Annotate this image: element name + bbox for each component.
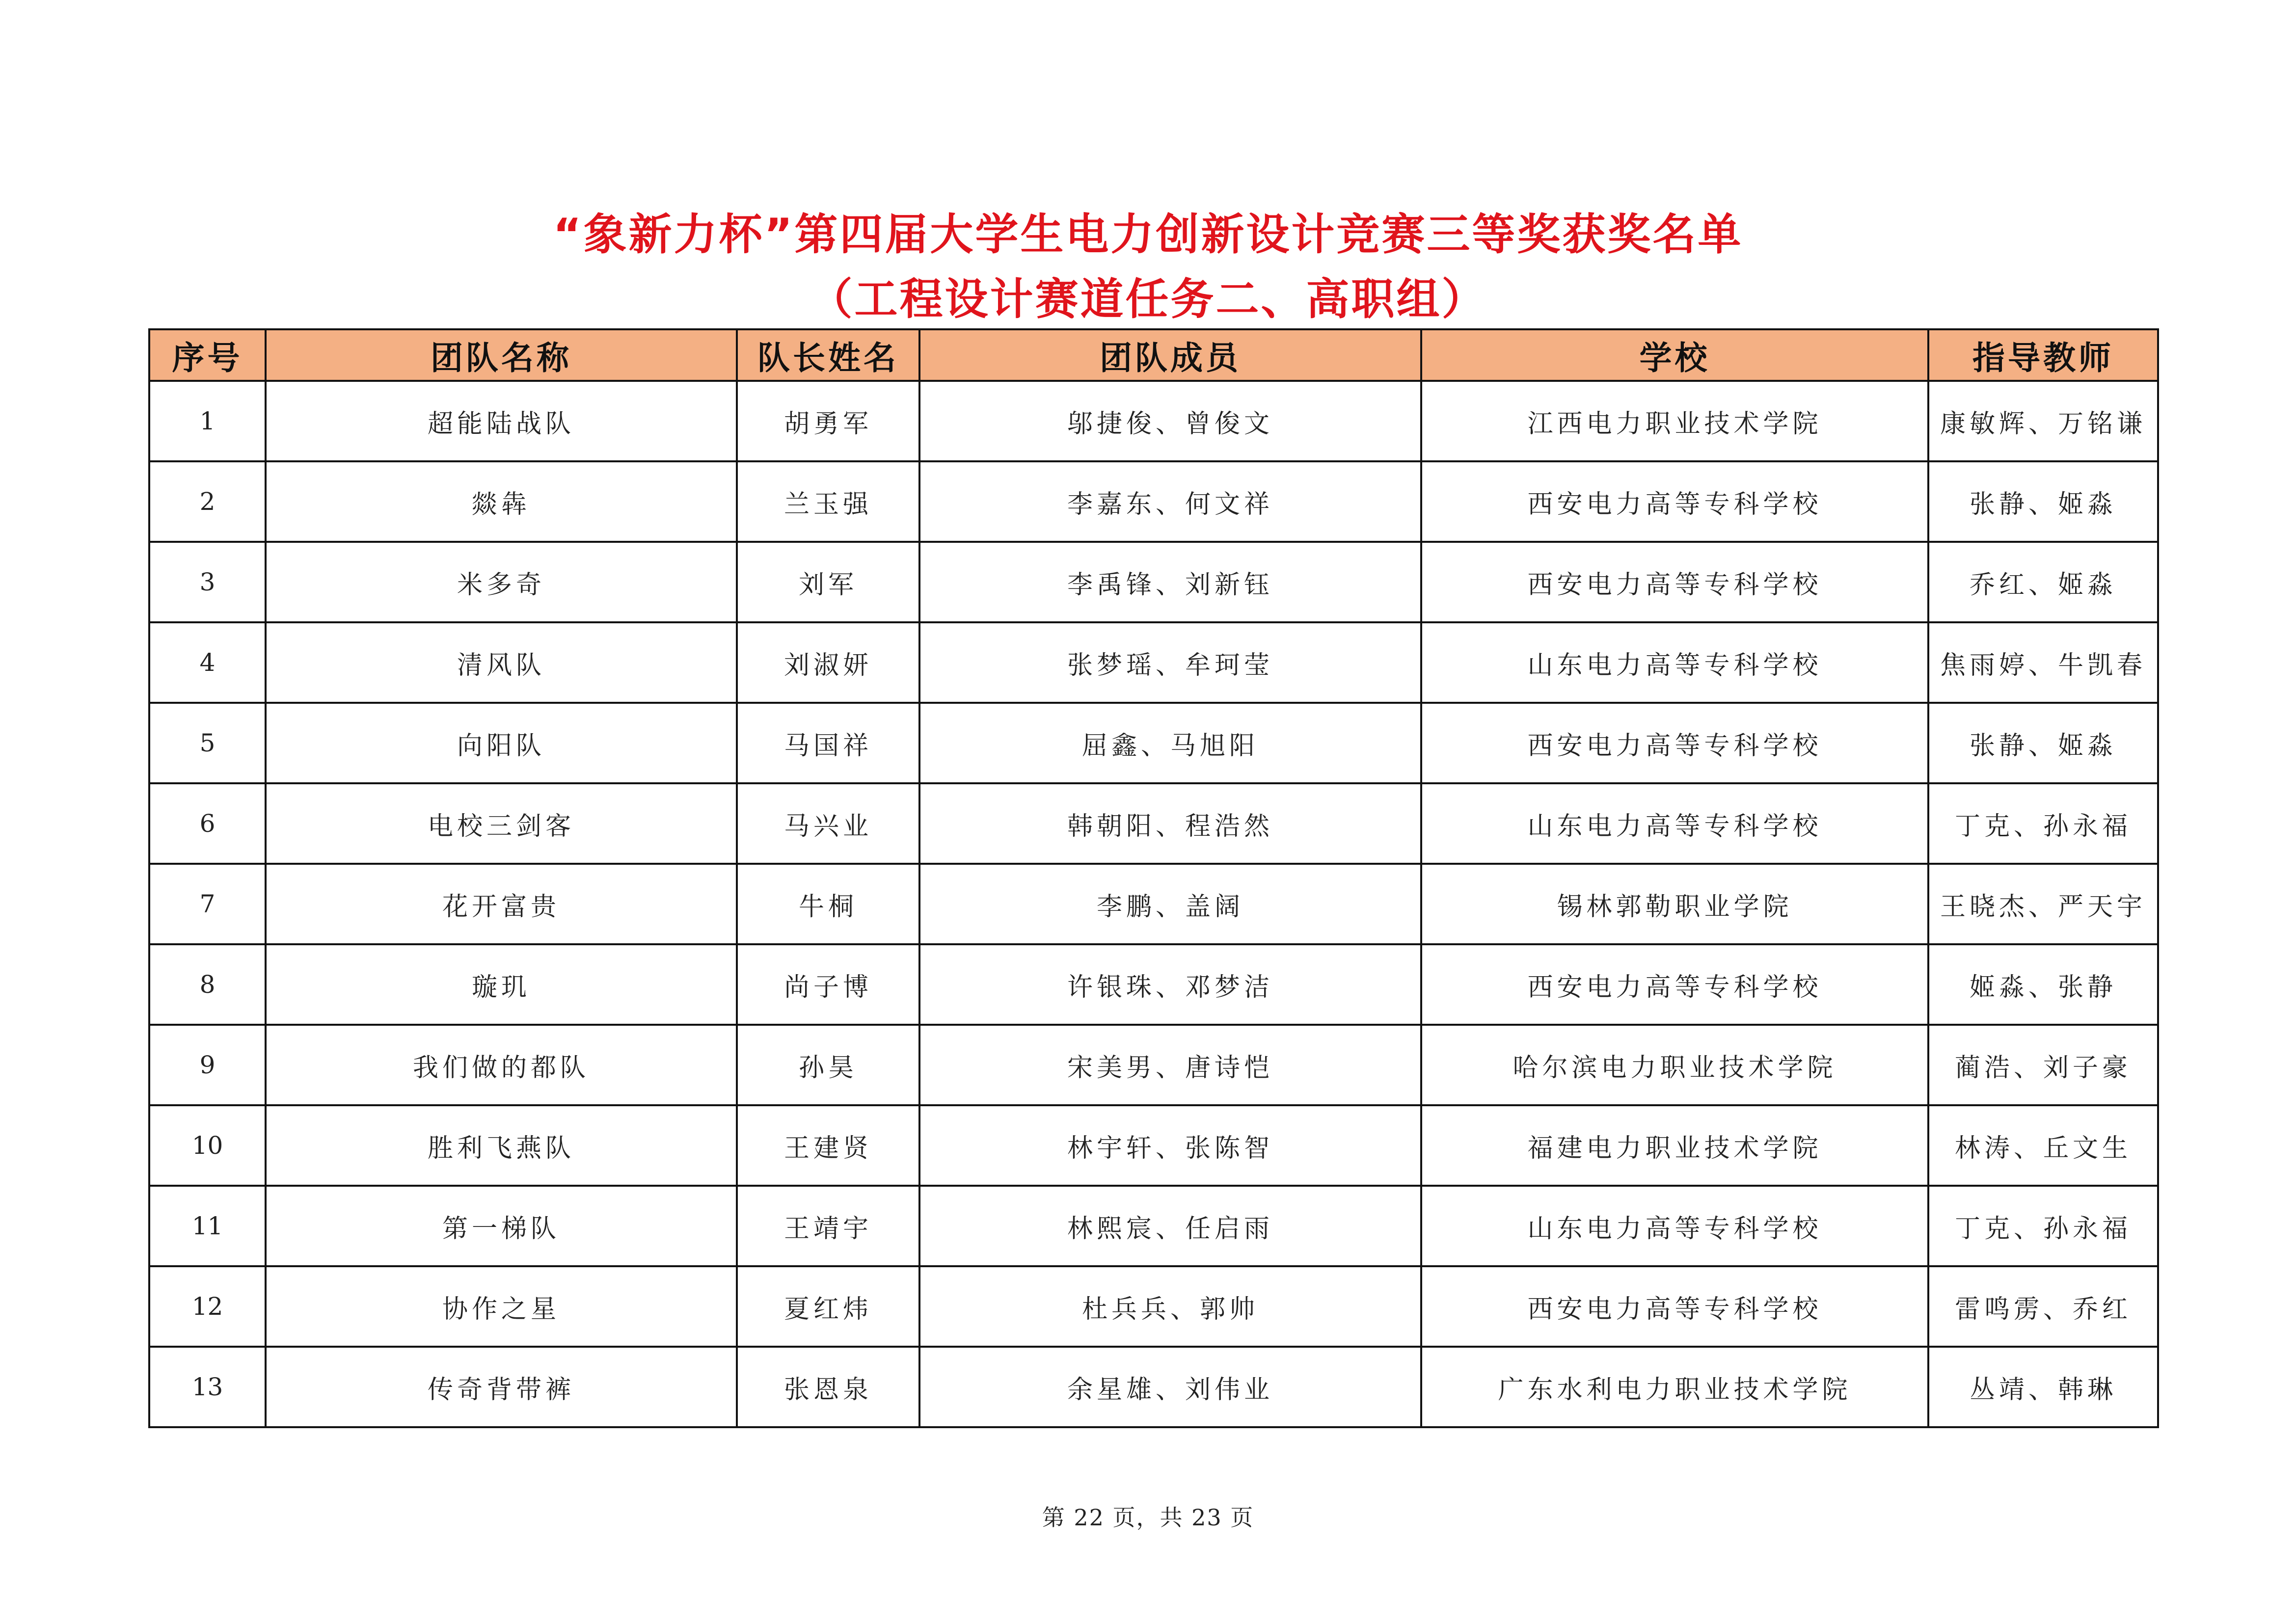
cell-team-name: 超能陆战队 <box>266 381 737 461</box>
cell-advisor: 蔺浩、刘子豪 <box>1928 1025 2158 1105</box>
cell-seq: 1 <box>149 381 266 461</box>
award-table <box>148 328 2159 1428</box>
table-row <box>149 622 2158 703</box>
cell-captain: 王建贤 <box>737 1105 919 1186</box>
cell-advisor: 林涛、丘文生 <box>1928 1105 2158 1186</box>
cell-advisor: 王晓杰、严天宇 <box>1928 864 2158 944</box>
cell-school: 山东电力高等专科学校 <box>1421 1186 1928 1266</box>
table-row <box>149 864 2158 944</box>
cell-captain: 胡勇军 <box>737 381 919 461</box>
cell-school: 西安电力高等专科学校 <box>1421 703 1928 783</box>
table-row <box>149 542 2158 622</box>
cell-team-name: 胜利飞燕队 <box>266 1105 737 1186</box>
cell-advisor: 丁克、孙永福 <box>1928 1186 2158 1266</box>
cell-seq: 8 <box>149 944 266 1025</box>
table-row <box>149 703 2158 783</box>
cell-captain: 马国祥 <box>737 703 919 783</box>
cell-members: 屈鑫、马旭阳 <box>919 703 1421 783</box>
cell-members: 余星雄、刘伟业 <box>919 1347 1421 1427</box>
header-advisor: 指导教师 <box>1928 329 2158 381</box>
cell-advisor: 丛靖、韩琳 <box>1928 1347 2158 1427</box>
cell-advisor: 雷鸣雳、乔红 <box>1928 1266 2158 1347</box>
cell-members: 许银珠、邓梦洁 <box>919 944 1421 1025</box>
cell-members: 韩朝阳、程浩然 <box>919 783 1421 864</box>
cell-seq: 9 <box>149 1025 266 1105</box>
cell-members: 林熙宸、任启雨 <box>919 1186 1421 1266</box>
cell-captain: 马兴业 <box>737 783 919 864</box>
cell-school: 西安电力高等专科学校 <box>1421 461 1928 542</box>
cell-captain: 刘淑妍 <box>737 622 919 703</box>
cell-seq: 13 <box>149 1347 266 1427</box>
cell-team-name: 第一梯队 <box>266 1186 737 1266</box>
cell-team-name: 米多奇 <box>266 542 737 622</box>
cell-members: 杜兵兵、郭帅 <box>919 1266 1421 1347</box>
table-row <box>149 1266 2158 1347</box>
cell-captain: 张恩泉 <box>737 1347 919 1427</box>
cell-advisor: 焦雨婷、牛凯春 <box>1928 622 2158 703</box>
header-captain: 队长姓名 <box>737 329 919 381</box>
table-row <box>149 944 2158 1025</box>
header-team-name: 团队名称 <box>266 329 737 381</box>
cell-advisor: 张静、姬淼 <box>1928 461 2158 542</box>
table-row <box>149 1025 2158 1105</box>
page-subtitle: （工程设计赛道任务二、高职组） <box>809 274 1487 324</box>
cell-captain: 刘军 <box>737 542 919 622</box>
cell-captain: 夏红炜 <box>737 1266 919 1347</box>
cell-captain: 王靖宇 <box>737 1186 919 1266</box>
cell-captain: 孙昊 <box>737 1025 919 1105</box>
cell-school: 锡林郭勒职业学院 <box>1421 864 1928 944</box>
cell-seq: 6 <box>149 783 266 864</box>
cell-team-name: 花开富贵 <box>266 864 737 944</box>
cell-seq: 4 <box>149 622 266 703</box>
cell-members: 李嘉东、何文祥 <box>919 461 1421 542</box>
page-footer: 第 22 页，共 23 页 <box>1042 1504 1254 1531</box>
table-row <box>149 461 2158 542</box>
cell-school: 西安电力高等专科学校 <box>1421 944 1928 1025</box>
cell-school: 山东电力高等专科学校 <box>1421 622 1928 703</box>
cell-school: 广东水利电力职业技术学院 <box>1421 1347 1928 1427</box>
cell-team-name: 向阳队 <box>266 703 737 783</box>
cell-seq: 12 <box>149 1266 266 1347</box>
cell-seq: 3 <box>149 542 266 622</box>
page-title: “象新力杯”第四届大学生电力创新设计竞赛三等奖获奖名单 <box>553 209 1743 260</box>
cell-school: 福建电力职业技术学院 <box>1421 1105 1928 1186</box>
table-row <box>149 1186 2158 1266</box>
cell-captain: 牛桐 <box>737 864 919 944</box>
cell-team-name: 传奇背带裤 <box>266 1347 737 1427</box>
cell-members: 邬捷俊、曾俊文 <box>919 381 1421 461</box>
table-header-row <box>149 329 2158 381</box>
cell-members: 林宇轩、张陈智 <box>919 1105 1421 1186</box>
cell-team-name: 协作之星 <box>266 1266 737 1347</box>
table-row <box>149 783 2158 864</box>
table-row <box>149 1105 2158 1186</box>
table-row <box>149 1347 2158 1427</box>
cell-seq: 7 <box>149 864 266 944</box>
header-seq: 序号 <box>149 329 266 381</box>
cell-members: 李禹锋、刘新钰 <box>919 542 1421 622</box>
cell-school: 江西电力职业技术学院 <box>1421 381 1928 461</box>
cell-team-name: 燚犇 <box>266 461 737 542</box>
cell-school: 山东电力高等专科学校 <box>1421 783 1928 864</box>
header-school: 学校 <box>1421 329 1928 381</box>
table-row <box>149 381 2158 461</box>
cell-advisor: 乔红、姬淼 <box>1928 542 2158 622</box>
cell-seq: 2 <box>149 461 266 542</box>
cell-advisor: 姬淼、张静 <box>1928 944 2158 1025</box>
cell-seq: 11 <box>149 1186 266 1266</box>
cell-advisor: 丁克、孙永福 <box>1928 783 2158 864</box>
cell-school: 西安电力高等专科学校 <box>1421 542 1928 622</box>
cell-school: 西安电力高等专科学校 <box>1421 1266 1928 1347</box>
cell-seq: 5 <box>149 703 266 783</box>
cell-advisor: 康敏辉、万铭谦 <box>1928 381 2158 461</box>
header-members: 团队成员 <box>919 329 1421 381</box>
cell-advisor: 张静、姬淼 <box>1928 703 2158 783</box>
cell-captain: 尚子博 <box>737 944 919 1025</box>
cell-members: 宋美男、唐诗恺 <box>919 1025 1421 1105</box>
cell-members: 李鹏、盖阔 <box>919 864 1421 944</box>
cell-members: 张梦瑶、牟珂莹 <box>919 622 1421 703</box>
cell-team-name: 我们做的都队 <box>266 1025 737 1105</box>
cell-team-name: 璇玑 <box>266 944 737 1025</box>
cell-team-name: 电校三剑客 <box>266 783 737 864</box>
cell-school: 哈尔滨电力职业技术学院 <box>1421 1025 1928 1105</box>
cell-team-name: 清风队 <box>266 622 737 703</box>
cell-seq: 10 <box>149 1105 266 1186</box>
cell-captain: 兰玉强 <box>737 461 919 542</box>
